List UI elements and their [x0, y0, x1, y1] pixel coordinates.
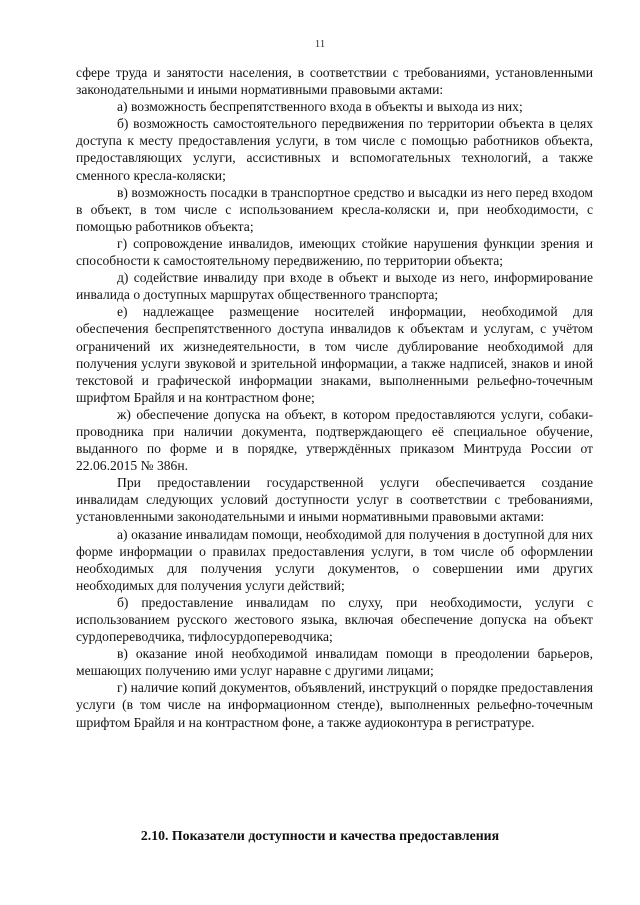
paragraph-continuation: сфере труда и занятости населения, в соответствии с требованиями, установленными законодательными и иными нормативными правовыми актами:: [76, 65, 593, 98]
paragraph-item-zh: ж) обеспечение допуска на объект, в котором предоставляются услуги, собаки-проводника при наличии документа, подтверждающего её специальное обучение, выданного по форме и в порядке, утверждённых приказом Минтруда России от 22.06.2015 № 386н.: [76, 406, 593, 474]
paragraph-item-v: в) возможность посадки в транспортное средство и высадки из него перед входом в объект, в том числе с использованием кресла-коляски и, при необходимости, с помощью работников объекта;: [76, 184, 593, 234]
paragraph-condition-g: г) наличие копий документов, объявлений, инструкций о порядке предоставления услуги (в том числе на информационном стенде), выполненных рельефно-точечным шрифтом Брайля и на контрастном фоне, а также аудиоконтура в регистратуре.: [76, 680, 593, 730]
paragraph-item-a: а) возможность беспрепятственного входа в объекты и выхода из них;: [117, 99, 523, 115]
paragraph-condition-v: в) оказание иной необходимой инвалидам помощи в преодолении барьеров, мешающих получению ими услуг наравне с другими лицами;: [76, 646, 593, 679]
paragraph-intro-conditions: При предоставлении государственной услуги обеспечивается создание инвалидам следующих условий доступности услуг в соответствии с требованиями, установленными законодательными и иными нормативными правовыми актами:: [76, 475, 593, 525]
section-heading: 2.10. Показатели доступности и качества предоставления: [140, 828, 500, 843]
paragraph-condition-a: а) оказание инвалидам помощи, необходимой для получения в доступной для них форме информации о правилах предоставления услуги, в том числе об оформлении необходимых для получения услуги документов, о совершении ими других необходимых для получения услуги действий;: [76, 526, 593, 593]
paragraph-item-b: б) возможность самостоятельного передвижения по территории объекта в целях доступа к месту предоставления услуги, в том числе с помощью работников объекта, предоставляющих услуги, ассистивных и вспомогательных технологий, а также сменного кресла-коляски;: [76, 116, 593, 183]
paragraph-condition-b: б) предоставление инвалидам по слуху, при необходимости, услуги с использованием русского жестового языка, включая обеспечение допуска на объект сурдопереводчика, тифлосурдопереводчика;: [76, 594, 593, 645]
paragraph-item-g: г) сопровождение инвалидов, имеющих стойкие нарушения функции зрения и способности к самостоятельному передвижению, по территории объекта;: [76, 235, 593, 269]
paragraph-item-e: е) надлежащее размещение носителей информации, необходимой для обеспечения беспрепятственного доступа инвалидов к объектам и услугам, с учётом ограничений их жизнедеятельности, в том числе дублирование необходимой для получения услуги звуковой и зрительной информации, а также надписей, знаков и иной текстовой и графической информации знаками, выполненными рельефно-точечным шрифтом Брайля и на контрастном фоне;: [76, 304, 593, 405]
page-number: 11: [314, 38, 326, 50]
body-text: [76, 64, 593, 731]
paragraph-item-d: д) содействие инвалиду при входе в объект и выходе из него, информирование инвалида о доступных маршрутах общественного транспорта;: [76, 270, 593, 303]
